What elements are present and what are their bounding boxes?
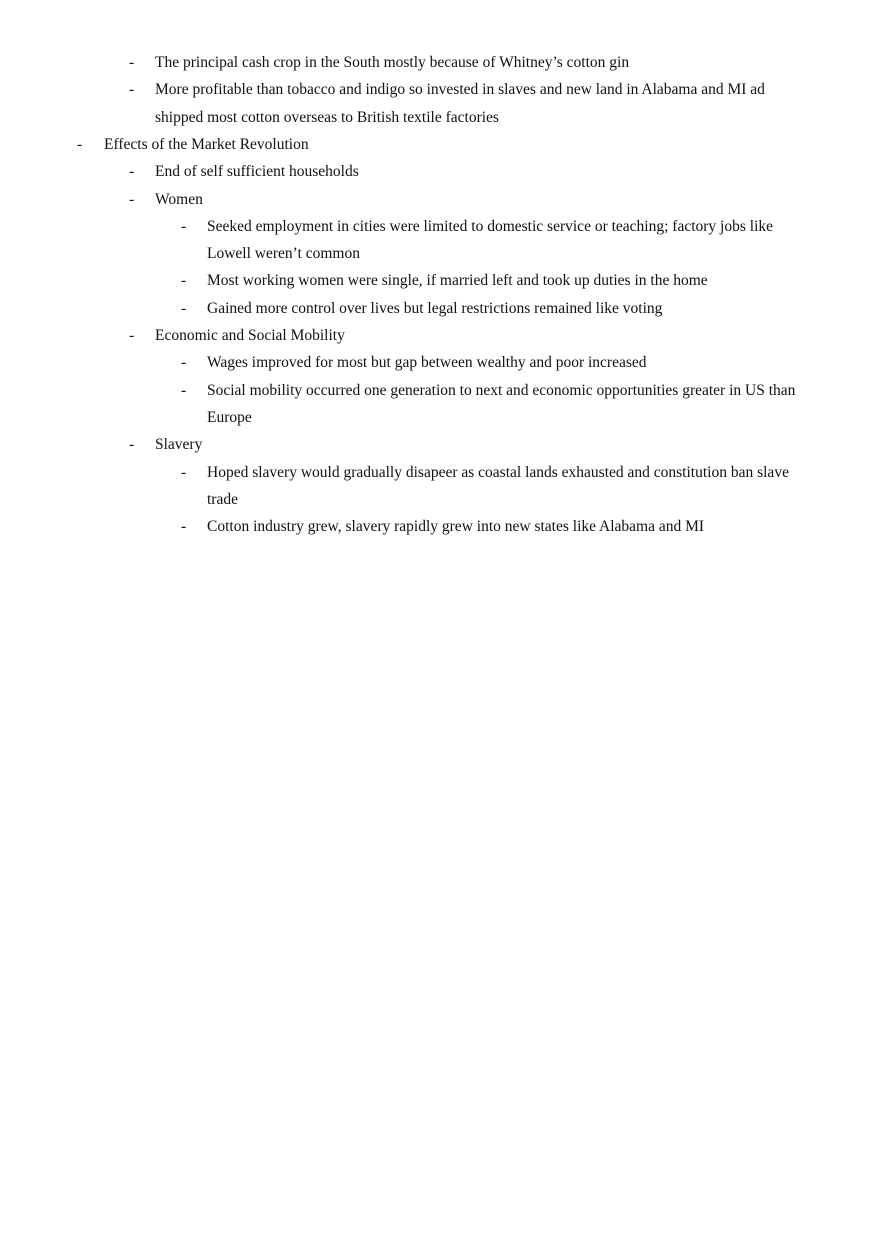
bullet-dash: - xyxy=(129,54,135,71)
list-item-text: Effects of the Market Revolution xyxy=(104,135,309,153)
bullet-dash: - xyxy=(129,81,135,99)
list-item-text: Hoped slavery would gradually disapeer as coastal lands exhausted and constitution ban slave xyxy=(207,463,789,481)
list-item-text: Gained more control over lives but legal restrictions remained like voting xyxy=(207,299,663,317)
bullet-dash: - xyxy=(77,135,83,153)
list-item-text: Slavery xyxy=(155,436,203,454)
bullet-dash: - xyxy=(181,518,187,536)
list-item-text: trade xyxy=(207,490,238,508)
bullet-dash: - xyxy=(181,381,187,399)
bullet-dash: - xyxy=(181,299,187,317)
list-item-text: Wages improved for most but gap between wealthy and poor increased xyxy=(207,354,647,372)
bullet-dash: - xyxy=(181,272,187,290)
list-item-text: Women xyxy=(155,190,203,208)
list-item-text: Seeked employment in cities were limited to domestic service or teaching; factory jobs like xyxy=(207,217,774,235)
bullet-dash: - xyxy=(129,327,135,344)
bullet-dash: - xyxy=(129,436,135,454)
bullet-dash: - xyxy=(181,463,187,481)
list-item-text: Europe xyxy=(207,408,252,426)
bullet-dash: - xyxy=(129,163,135,181)
list-item-text: End of self sufficient households xyxy=(155,163,359,181)
bullet-dash: - xyxy=(129,190,135,208)
list-item-text: Cotton industry grew, slavery rapidly grew into new states like Alabama and MI xyxy=(207,518,705,536)
bullet-dash: - xyxy=(181,217,187,235)
list-item-text: The principal cash crop in the South mostly because of Whitney’s cotton gin xyxy=(155,54,630,71)
list-item-text: Most working women were single, if married left and took up duties in the home xyxy=(207,272,708,290)
list-item-text: shipped most cotton overseas to British textile factories xyxy=(155,108,499,126)
list-item-text: Lowell weren’t common xyxy=(207,245,360,263)
list-item-text: Economic and Social Mobility xyxy=(155,327,345,344)
list-item-text: Social mobility occurred one generation to next and economic opportunities greater in US than xyxy=(207,381,796,399)
list-item-text: More profitable than tobacco and indigo so invested in slaves and new land in Alabama and MI ad xyxy=(155,81,765,99)
bullet-dash: - xyxy=(181,354,187,372)
